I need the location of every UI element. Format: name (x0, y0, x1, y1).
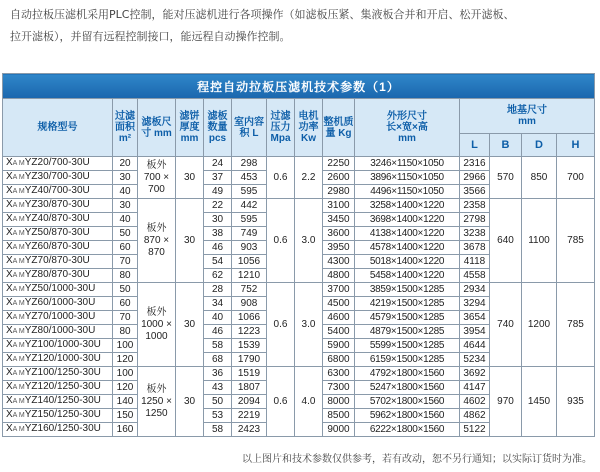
model-prefix: X (6, 213, 13, 224)
cell-model (3, 297, 113, 311)
model-value: YZ120/1000-30U (24, 353, 101, 364)
model-prefix: X (6, 381, 13, 392)
cell-outline: 4792×1800×1560 (355, 367, 460, 381)
header-foundation-unit: mm (518, 116, 536, 127)
model-prefix: X (6, 157, 13, 168)
cell-area: 70 (113, 311, 138, 325)
header-power: 电机功率 Kw (295, 99, 323, 157)
model-value: YZ70/1000-30U (24, 311, 96, 322)
header-foundation-label: 地基尺寸 (507, 105, 548, 116)
intro-line-2: 拉开滤板），并留有远程控制接口，能远程自动操作控制。 (10, 30, 291, 43)
cell-weight: 7300 (323, 381, 355, 395)
cell-plates: 30 (204, 213, 232, 227)
cell-plates: 24 (204, 157, 232, 171)
model-value: YZ60/870-30U (24, 241, 90, 252)
cell-volume: 442 (232, 199, 267, 213)
cell-plate-size: 板外 1000 × 1000 (138, 283, 176, 367)
cell-L: 3294 (460, 297, 490, 311)
cell-outline: 4219×1500×1285 (355, 297, 460, 311)
cell-weight: 9000 (323, 423, 355, 437)
cell-plates: 37 (204, 171, 232, 185)
model-prefix: X (6, 283, 13, 294)
model-superscript: A M (12, 160, 25, 167)
model-value: YZ140/1250-30U (24, 395, 101, 406)
cell-volume: 1066 (232, 311, 267, 325)
cell-L: 4644 (460, 339, 490, 353)
cell-L: 3654 (460, 311, 490, 325)
model-prefix: X (6, 339, 13, 350)
cell-L: 4558 (460, 269, 490, 283)
model-value: YZ160/1250-30U (24, 423, 101, 434)
cell-outline: 5458×1400×1220 (355, 269, 460, 283)
cell-plates: 34 (204, 297, 232, 311)
header-L: L (460, 134, 490, 157)
cell-cake: 30 (176, 367, 204, 437)
spec-table (2, 73, 595, 437)
model-superscript: A M (12, 258, 25, 265)
cell-power: 3.0 (295, 283, 323, 367)
cell-weight: 8000 (323, 395, 355, 409)
cell-L: 2934 (460, 283, 490, 297)
cell-plates: 58 (204, 423, 232, 437)
header-outline-label: 外形尺寸 (387, 111, 427, 122)
cell-weight: 2250 (323, 157, 355, 171)
cell-weight: 3450 (323, 213, 355, 227)
model-value: YZ50/1000-30U (24, 283, 96, 294)
model-superscript: A M (12, 328, 25, 335)
cell-outline: 4138×1400×1220 (355, 227, 460, 241)
cell-area: 120 (113, 381, 138, 395)
model-prefix: X (6, 395, 13, 406)
cell-model (3, 283, 113, 297)
model-superscript: A M (12, 188, 25, 195)
cell-area: 100 (113, 367, 138, 381)
cell-volume: 1223 (232, 325, 267, 339)
cell-weight: 4500 (323, 297, 355, 311)
cell-outline: 4579×1500×1285 (355, 311, 460, 325)
cell-H: 785 (557, 199, 595, 283)
cell-area: 60 (113, 241, 138, 255)
cell-B: 970 (490, 367, 522, 437)
model-superscript: A M (12, 286, 25, 293)
cell-weight: 6300 (323, 367, 355, 381)
cell-model (3, 241, 113, 255)
cell-L: 4118 (460, 255, 490, 269)
cell-power: 3.0 (295, 199, 323, 283)
cell-volume: 1807 (232, 381, 267, 395)
cell-L: 4147 (460, 381, 490, 395)
cell-area: 40 (113, 213, 138, 227)
cell-outline: 4578×1400×1220 (355, 241, 460, 255)
cell-plate-size: 板外 870 × 870 (138, 199, 176, 283)
header-H: H (557, 134, 595, 157)
cell-plate-size: 板外 700 × 700 (138, 157, 176, 199)
model-superscript: A M (12, 230, 25, 237)
cell-area: 100 (113, 339, 138, 353)
cell-area: 30 (113, 199, 138, 213)
cell-L: 3692 (460, 367, 490, 381)
cell-weight: 3950 (323, 241, 355, 255)
cell-L: 3238 (460, 227, 490, 241)
model-value: YZ50/870-30U (24, 227, 90, 238)
cell-plates: 50 (204, 395, 232, 409)
cell-area: 70 (113, 255, 138, 269)
table-row (3, 157, 595, 171)
cell-weight: 6800 (323, 353, 355, 367)
cell-plates: 46 (204, 241, 232, 255)
header-outline (355, 99, 460, 157)
model-value: YZ80/1000-30U (24, 325, 96, 336)
cell-pressure: 0.6 (267, 283, 295, 367)
cell-volume: 595 (232, 213, 267, 227)
cell-weight: 3600 (323, 227, 355, 241)
cell-outline: 3896×1150×1050 (355, 171, 460, 185)
header-D: D (522, 134, 557, 157)
cell-model (3, 339, 113, 353)
cell-model (3, 185, 113, 199)
cell-model (3, 157, 113, 171)
cell-model (3, 199, 113, 213)
model-prefix: X (6, 269, 13, 280)
cell-area: 80 (113, 269, 138, 283)
cell-outline: 5599×1500×1285 (355, 339, 460, 353)
cell-L: 4602 (460, 395, 490, 409)
model-superscript: A M (12, 342, 25, 349)
cell-model (3, 325, 113, 339)
header-weight: 整机质量 Kg (323, 99, 355, 157)
cell-outline: 3258×1400×1220 (355, 199, 460, 213)
cell-volume: 1210 (232, 269, 267, 283)
cell-area: 40 (113, 185, 138, 199)
cell-volume: 903 (232, 241, 267, 255)
cell-outline: 5018×1400×1220 (355, 255, 460, 269)
cell-model (3, 395, 113, 409)
cell-weight: 4800 (323, 269, 355, 283)
model-superscript: A M (12, 202, 25, 209)
cell-model (3, 213, 113, 227)
cell-model (3, 311, 113, 325)
cell-volume: 1519 (232, 367, 267, 381)
model-value: YZ40/870-30U (24, 213, 90, 224)
cell-volume: 2094 (232, 395, 267, 409)
cell-B: 740 (490, 283, 522, 367)
cell-plates: 68 (204, 353, 232, 367)
header-area: 过滤面积 m² (113, 99, 138, 157)
cell-area: 160 (113, 423, 138, 437)
cell-model (3, 381, 113, 395)
table-row (3, 367, 595, 381)
cell-L: 2358 (460, 199, 490, 213)
model-superscript: A M (12, 384, 25, 391)
cell-L: 5122 (460, 423, 490, 437)
cell-area: 120 (113, 353, 138, 367)
cell-volume: 1056 (232, 255, 267, 269)
model-prefix: X (6, 185, 13, 196)
cell-L: 3678 (460, 241, 490, 255)
cell-area: 140 (113, 395, 138, 409)
spec-table-body (3, 157, 595, 437)
cell-D: 1450 (522, 367, 557, 437)
cell-plates: 22 (204, 199, 232, 213)
header-volume: 室内容积 L (232, 99, 267, 157)
cell-B: 570 (490, 157, 522, 199)
cell-cake: 30 (176, 157, 204, 199)
cell-outline: 6159×1500×1285 (355, 353, 460, 367)
model-prefix: X (6, 227, 13, 238)
cell-plates: 53 (204, 409, 232, 423)
cell-area: 30 (113, 171, 138, 185)
model-superscript: A M (12, 356, 25, 363)
model-superscript: A M (12, 426, 25, 433)
table-row (3, 199, 595, 213)
cell-cake: 30 (176, 283, 204, 367)
model-superscript: A M (12, 412, 25, 419)
cell-outline: 4496×1150×1050 (355, 185, 460, 199)
cell-outline: 5702×1800×1560 (355, 395, 460, 409)
cell-H: 700 (557, 157, 595, 199)
model-prefix: X (6, 409, 13, 420)
cell-L: 4862 (460, 409, 490, 423)
header-foundation (460, 99, 595, 134)
cell-weight: 2980 (323, 185, 355, 199)
cell-model (3, 353, 113, 367)
cell-area: 60 (113, 297, 138, 311)
cell-model (3, 367, 113, 381)
cell-outline: 5962×1800×1560 (355, 409, 460, 423)
cell-plates: 62 (204, 269, 232, 283)
model-superscript: A M (12, 244, 25, 251)
cell-volume: 1790 (232, 353, 267, 367)
cell-plates: 58 (204, 339, 232, 353)
cell-L: 2316 (460, 157, 490, 171)
model-value: YZ40/700-30U (24, 185, 90, 196)
header-model: 规格型号 (3, 99, 113, 157)
cell-outline: 3246×1150×1050 (355, 157, 460, 171)
model-value: YZ30/870-30U (24, 199, 90, 210)
model-value: YZ150/1250-30U (24, 409, 101, 420)
cell-model (3, 227, 113, 241)
model-value: YZ70/870-30U (24, 255, 90, 266)
header-cake: 滤饼厚度 mm (176, 99, 204, 157)
cell-volume: 2423 (232, 423, 267, 437)
intro-text (10, 4, 595, 48)
model-value: YZ60/1000-30U (24, 297, 96, 308)
cell-D: 1200 (522, 283, 557, 367)
cell-weight: 4600 (323, 311, 355, 325)
cell-plates: 36 (204, 367, 232, 381)
cell-L: 3954 (460, 325, 490, 339)
cell-plates: 28 (204, 283, 232, 297)
model-prefix: X (6, 171, 13, 182)
cell-plates: 38 (204, 227, 232, 241)
cell-model (3, 423, 113, 437)
cell-area: 20 (113, 157, 138, 171)
cell-model (3, 255, 113, 269)
cell-L: 5234 (460, 353, 490, 367)
cell-outline: 3698×1400×1220 (355, 213, 460, 227)
cell-model (3, 171, 113, 185)
cell-outline: 6222×1800×1560 (355, 423, 460, 437)
cell-L: 2966 (460, 171, 490, 185)
cell-model (3, 269, 113, 283)
cell-H: 935 (557, 367, 595, 437)
table-title: 程控自动拉板压滤机技术参数（1） (3, 74, 595, 99)
cell-pressure: 0.6 (267, 199, 295, 283)
model-prefix: X (6, 241, 13, 252)
cell-volume: 752 (232, 283, 267, 297)
model-superscript: A M (12, 370, 25, 377)
model-superscript: A M (12, 272, 25, 279)
cell-volume: 595 (232, 185, 267, 199)
cell-weight: 3100 (323, 199, 355, 213)
cell-volume: 908 (232, 297, 267, 311)
model-prefix: X (6, 199, 13, 210)
model-value: YZ80/870-30U (24, 269, 90, 280)
cell-power: 2.2 (295, 157, 323, 199)
header-outline-unit: mm (398, 133, 416, 144)
cell-pressure: 0.6 (267, 157, 295, 199)
model-prefix: X (6, 297, 13, 308)
cell-plate-size: 板外 1250 × 1250 (138, 367, 176, 437)
cell-volume: 2219 (232, 409, 267, 423)
model-value: YZ30/700-30U (24, 171, 90, 182)
cell-volume: 298 (232, 157, 267, 171)
cell-plates: 40 (204, 311, 232, 325)
cell-weight: 3700 (323, 283, 355, 297)
cell-model (3, 409, 113, 423)
model-value: YZ100/1250-30U (24, 367, 101, 378)
cell-weight: 4300 (323, 255, 355, 269)
cell-B: 640 (490, 199, 522, 283)
model-value: YZ120/1250-30U (24, 381, 101, 392)
cell-power: 4.0 (295, 367, 323, 437)
cell-volume: 1539 (232, 339, 267, 353)
model-superscript: A M (12, 216, 25, 223)
header-plate-size: 滤板尺寸 mm (138, 99, 176, 157)
cell-H: 785 (557, 283, 595, 367)
model-prefix: X (6, 255, 13, 266)
cell-area: 50 (113, 283, 138, 297)
cell-pressure: 0.6 (267, 367, 295, 437)
cell-outline: 4879×1500×1285 (355, 325, 460, 339)
cell-L: 2798 (460, 213, 490, 227)
header-plates: 滤板数量 pcs (204, 99, 232, 157)
cell-area: 50 (113, 227, 138, 241)
cell-volume: 749 (232, 227, 267, 241)
model-superscript: A M (12, 300, 25, 307)
cell-weight: 8500 (323, 409, 355, 423)
cell-outline: 5247×1800×1560 (355, 381, 460, 395)
cell-weight: 5900 (323, 339, 355, 353)
cell-weight: 2600 (323, 171, 355, 185)
cell-D: 850 (522, 157, 557, 199)
cell-plates: 49 (204, 185, 232, 199)
model-prefix: X (6, 353, 13, 364)
model-value: YZ100/1000-30U (24, 339, 101, 350)
table-row (3, 283, 595, 297)
intro-line-1: 自动拉板压滤机采用PLC控制，能对压滤机进行各项操作（如滤板压紧、集液板合并和开启、松开滤板、 (10, 8, 515, 21)
cell-weight: 5400 (323, 325, 355, 339)
cell-area: 150 (113, 409, 138, 423)
cell-plates: 54 (204, 255, 232, 269)
cell-cake: 30 (176, 199, 204, 283)
model-superscript: A M (12, 174, 25, 181)
cell-area: 80 (113, 325, 138, 339)
model-prefix: X (6, 367, 13, 378)
model-superscript: A M (12, 398, 25, 405)
model-prefix: X (6, 423, 13, 434)
header-B: B (490, 134, 522, 157)
cell-plates: 46 (204, 325, 232, 339)
cell-D: 1100 (522, 199, 557, 283)
cell-outline: 3859×1500×1285 (355, 283, 460, 297)
model-prefix: X (6, 325, 13, 336)
footer-note: 以上图片和技术参数仅供参考，若有改动，恕不另行通知；以实际订货时为准。 (242, 454, 592, 465)
header-pressure: 过滤压力 Mpa (267, 99, 295, 157)
model-prefix: X (6, 311, 13, 322)
model-value: YZ20/700-30U (24, 157, 90, 168)
cell-L: 3566 (460, 185, 490, 199)
cell-plates: 43 (204, 381, 232, 395)
cell-volume: 453 (232, 171, 267, 185)
header-outline-sub: 长×宽×高 (386, 122, 428, 133)
model-superscript: A M (12, 314, 25, 321)
